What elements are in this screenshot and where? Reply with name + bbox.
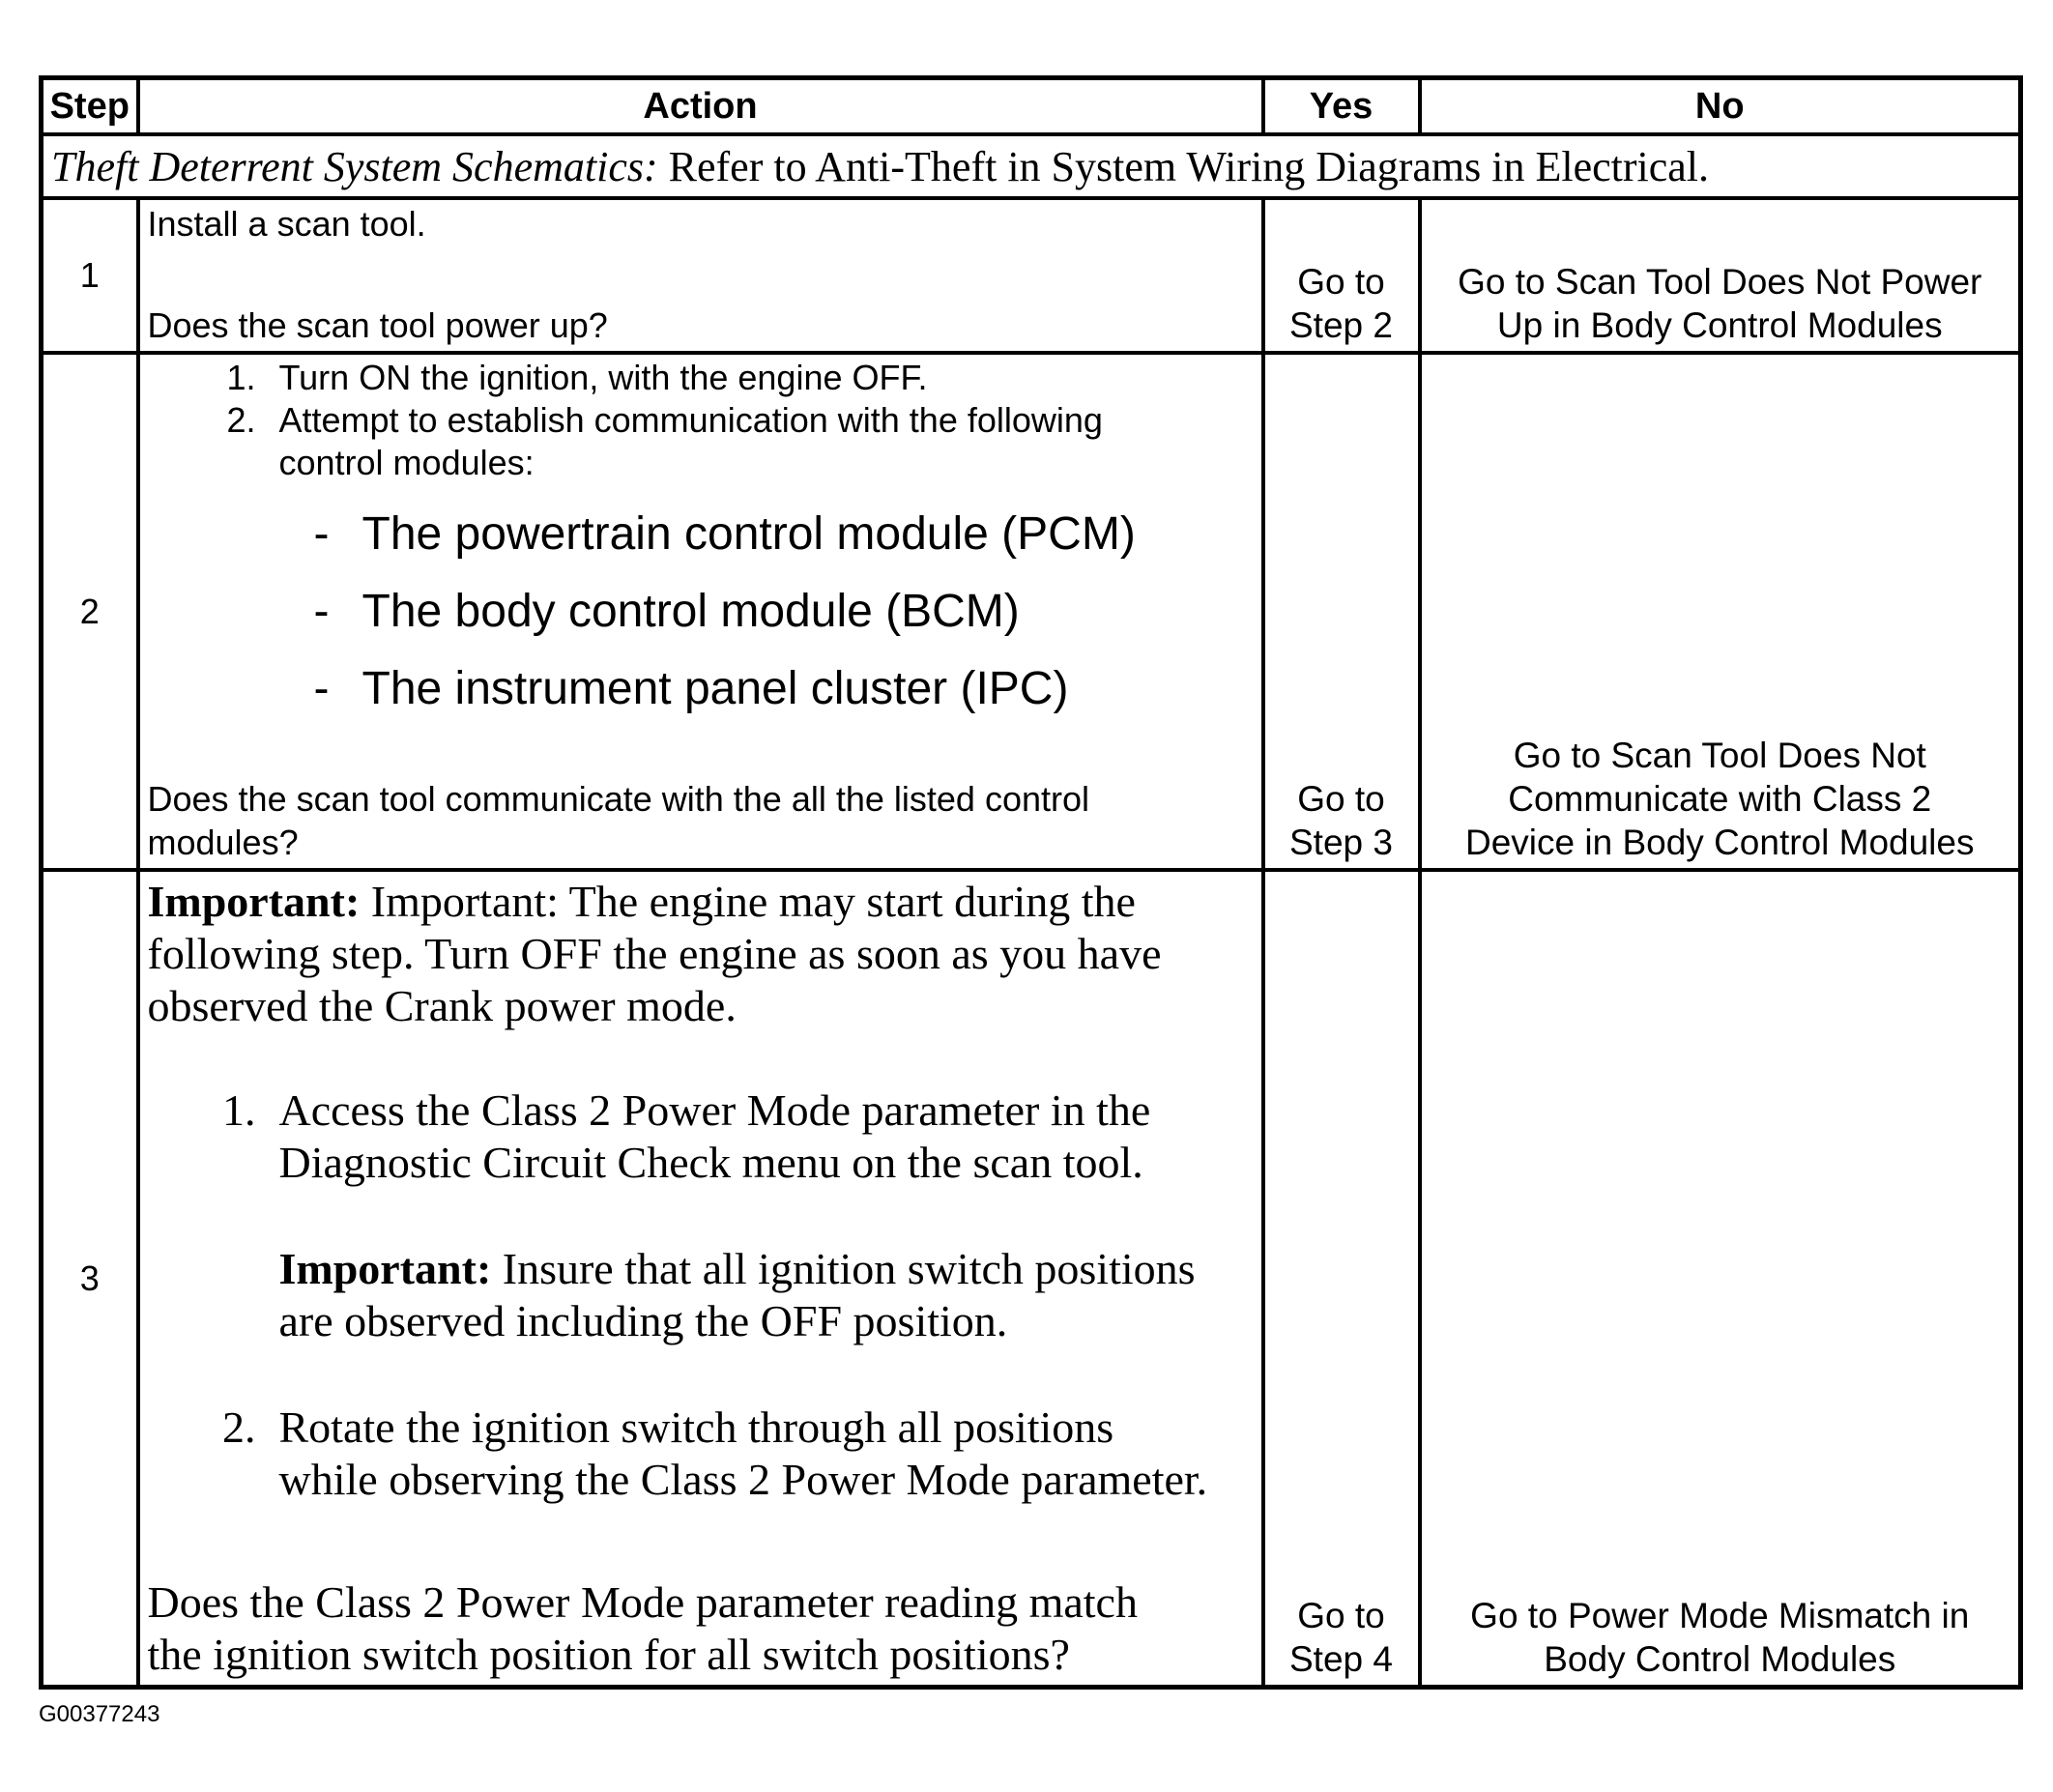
question-line: the ignition switch position for all switch positions? <box>147 1630 1070 1679</box>
important-note <box>148 876 1162 1032</box>
no-line: Go to Scan Tool Does Not <box>1513 736 1926 775</box>
bullet-dash: - <box>313 586 330 637</box>
list-text-continued: control modules: <box>278 443 535 482</box>
action-list <box>188 1084 1208 1506</box>
reference-italic: Theft Deterrent System Schematics: <box>51 142 658 190</box>
list-item <box>188 357 1103 399</box>
step-number: 3 <box>42 870 138 1688</box>
list-text: Access the Class 2 Power Mode parameter in the <box>278 1085 1151 1135</box>
module-name: The instrument panel cluster (IPC) <box>361 663 1069 714</box>
bullet-dash: - <box>313 663 330 714</box>
no-line: Go to Scan Tool Does Not Power <box>1458 262 1982 302</box>
yes-line: Go to <box>1297 262 1385 302</box>
important-label: Important: <box>278 1244 492 1293</box>
question-line: modules? <box>147 823 299 862</box>
reference-text: Refer to Anti-Theft in System Wiring Diagrams in Electrical. <box>657 142 1710 190</box>
module-item <box>314 650 1136 728</box>
action-instruction: Install a scan tool. <box>147 204 426 244</box>
list-text: Attempt to establish communication with the following <box>278 400 1103 440</box>
action-cell <box>138 870 1263 1688</box>
yes-line: Step 3 <box>1289 823 1393 862</box>
list-item <box>188 399 1103 442</box>
note-text: Important: The engine may start during the <box>360 877 1136 926</box>
list-text: Turn ON the ignition, with the engine OFF. <box>278 358 928 397</box>
list-number: 2. <box>226 400 256 440</box>
module-name: The powertrain control module (PCM) <box>361 508 1136 560</box>
no-line: Up in Body Control Modules <box>1496 305 1943 345</box>
list-item <box>188 1402 1208 1454</box>
question-line: Does the scan tool communicate with the all the listed control <box>147 779 1089 819</box>
reference-row <box>42 134 2021 198</box>
list-number: 1. <box>222 1085 256 1135</box>
yes-cell <box>1263 353 1420 870</box>
note-text: Insure that all ignition switch positions <box>491 1244 1196 1293</box>
list-text-continued: while observing the Class 2 Power Mode parameter. <box>278 1455 1208 1504</box>
step-row-3 <box>42 870 2021 1688</box>
step-number: 2 <box>42 353 138 870</box>
yes-line: Step 4 <box>1289 1639 1393 1679</box>
action-cell <box>138 198 1263 353</box>
note-line: observed the Crank power mode. <box>147 981 737 1030</box>
list-item <box>188 1084 1208 1137</box>
question-line: Does the Class 2 Power Mode parameter reading match <box>147 1577 1138 1627</box>
yes-line: Go to <box>1297 1596 1385 1635</box>
module-list <box>314 496 1136 728</box>
bullet-dash: - <box>313 508 330 560</box>
yes-line: Go to <box>1297 779 1385 819</box>
inline-important <box>188 1243 1208 1295</box>
no-line: Device in Body Control Modules <box>1465 823 1975 862</box>
list-text: Rotate the ignition switch through all positions <box>278 1402 1114 1452</box>
note-line: are observed including the OFF position. <box>278 1296 1008 1345</box>
header-step: Step <box>42 78 138 135</box>
list-number: 2. <box>222 1402 256 1452</box>
action-question <box>148 777 1090 864</box>
step-row-1 <box>42 198 2021 353</box>
no-cell <box>1420 198 2021 353</box>
header-yes: Yes <box>1263 78 1420 135</box>
no-cell <box>1420 870 2021 1688</box>
header-row <box>42 78 2021 135</box>
action-question <box>148 1576 1138 1681</box>
no-line: Body Control Modules <box>1544 1639 1896 1679</box>
module-name: The body control module (BCM) <box>361 586 1020 637</box>
action-cell <box>138 353 1263 870</box>
action-list <box>188 357 1103 484</box>
yes-cell <box>1263 870 1420 1688</box>
module-item <box>314 496 1136 573</box>
yes-cell <box>1263 198 1420 353</box>
note-line: following step. Turn OFF the engine as soon as you have <box>147 929 1162 978</box>
step-row-2 <box>42 353 2021 870</box>
note-line <box>148 876 1162 928</box>
list-text-continued: Diagnostic Circuit Check menu on the scan tool. <box>278 1138 1143 1187</box>
schematic-reference <box>42 134 2021 198</box>
yes-line: Step 2 <box>1289 305 1393 345</box>
diagnostic-table <box>39 75 2023 1690</box>
no-cell <box>1420 353 2021 870</box>
list-number: 1. <box>226 358 256 397</box>
important-label: Important: <box>147 877 361 926</box>
module-item <box>314 573 1136 650</box>
figure-id: G00377243 <box>39 1701 160 1727</box>
no-line: Go to Power Mode Mismatch in <box>1470 1596 1970 1635</box>
no-line: Communicate with Class 2 <box>1508 779 1932 819</box>
action-question: Does the scan tool power up? <box>147 305 608 345</box>
step-number: 1 <box>42 198 138 353</box>
header-no: No <box>1420 78 2021 135</box>
header-action: Action <box>138 78 1263 135</box>
